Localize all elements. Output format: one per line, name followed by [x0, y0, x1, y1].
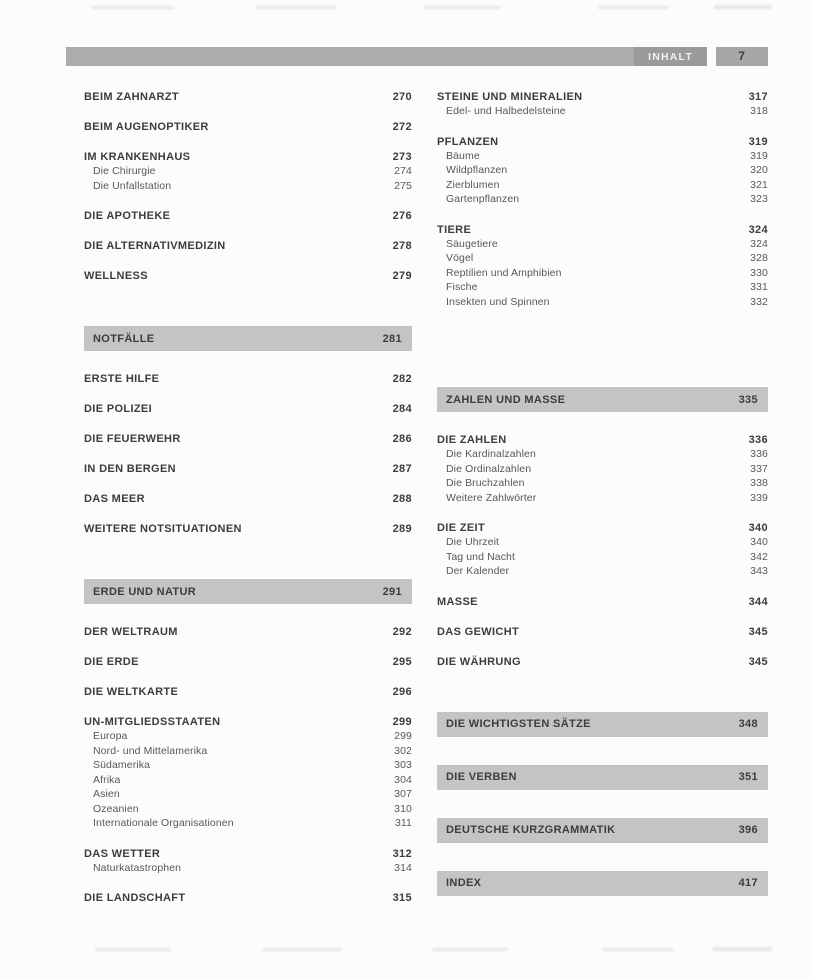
toc-main-row — [84, 432, 412, 446]
toc-main-row — [437, 521, 768, 535]
toc-sub-title: Insekten und Spinnen — [446, 295, 550, 308]
toc-sub-page-number: 339 — [750, 491, 768, 504]
toc-entry — [84, 891, 412, 905]
toc-main-row — [84, 209, 412, 223]
toc-sub-row — [84, 729, 412, 744]
toc-entry-page-number: 315 — [392, 892, 412, 904]
toc-sub-page-number: 319 — [750, 149, 768, 162]
toc-main-row — [84, 462, 412, 476]
toc-entry — [437, 655, 768, 669]
section-title: NOTFÄLLE — [93, 332, 155, 345]
toc-content — [84, 90, 768, 921]
toc-sub-page-number: 310 — [394, 802, 412, 815]
toc-entry-title: BEIM AUGENOPTIKER — [84, 121, 209, 133]
section-bar — [84, 326, 412, 351]
section-bar — [437, 818, 768, 843]
toc-entry — [84, 239, 412, 253]
toc-sub-page-number: 302 — [394, 744, 412, 757]
scan-artifact — [256, 6, 336, 9]
toc-entry — [84, 150, 412, 193]
toc-sub-row — [437, 163, 768, 178]
toc-sub-title: Gartenpflanzen — [446, 193, 520, 205]
toc-sub-row — [84, 802, 412, 817]
section-bar — [437, 765, 768, 790]
toc-main-row — [84, 239, 412, 253]
section-title: DEUTSCHE KURZGRAMMATIK — [446, 824, 616, 836]
toc-entry-title: STEINE UND MINERALIEN — [437, 91, 583, 103]
section-page-number: 417 — [738, 877, 758, 889]
toc-entry-page-number: 288 — [392, 493, 412, 505]
toc-sub-title: Edel- und Halbedelsteine — [446, 105, 566, 117]
page-number-box — [716, 47, 768, 66]
toc-entry-page-number: 276 — [392, 210, 412, 222]
toc-entry-title: DIE FEUERWEHR — [84, 433, 181, 445]
toc-sub-page-number: 343 — [750, 565, 768, 577]
scan-artifact — [262, 948, 342, 951]
toc-sub-page-number: 338 — [750, 477, 768, 489]
toc-entry — [437, 625, 768, 639]
toc-sub-row — [437, 447, 768, 462]
toc-sub-row — [437, 104, 768, 119]
page-number: 7 — [738, 50, 746, 63]
toc-entry — [84, 625, 412, 639]
toc-sub-page-number: 314 — [394, 861, 412, 874]
toc-sub-title: Tag und Nacht — [446, 550, 516, 563]
toc-entry-title: DIE ZEIT — [437, 522, 486, 534]
toc-sub-page-number: 336 — [750, 448, 768, 460]
toc-entry-page-number: 344 — [748, 595, 768, 608]
toc-entry-title: DAS GEWICHT — [437, 625, 520, 638]
toc-sub-page-number: 311 — [394, 817, 412, 829]
toc-main-row — [437, 433, 768, 447]
toc-entry-page-number: 292 — [392, 626, 412, 638]
toc-sub-row — [84, 164, 412, 179]
toc-main-row — [84, 492, 412, 506]
toc-entry — [437, 433, 768, 505]
toc-main-row — [437, 90, 768, 104]
toc-entry-title: DAS MEER — [84, 493, 145, 505]
toc-sub-page-number: 274 — [394, 165, 412, 177]
toc-sub-row — [437, 535, 768, 550]
section-title: ZAHLEN UND MASSE — [446, 393, 566, 406]
toc-entry-title: PFLANZEN — [437, 135, 499, 148]
toc-main-row — [437, 223, 768, 237]
toc-sub-title: Internationale Organisationen — [93, 817, 234, 829]
toc-entry-page-number: 289 — [392, 523, 412, 535]
section-page-number: 348 — [738, 718, 758, 730]
toc-sub-row — [84, 179, 412, 194]
toc-main-row — [84, 625, 412, 639]
toc-entry-page-number: 336 — [748, 434, 768, 446]
toc-entry-page-number: 279 — [392, 270, 412, 282]
toc-entry — [84, 685, 412, 699]
toc-entry-title: DIE ERDE — [84, 656, 139, 668]
toc-main-row — [84, 120, 412, 134]
toc-sub-page-number: 332 — [750, 295, 768, 308]
toc-entry-title: DAS WETTER — [84, 847, 161, 860]
toc-entry-title: DIE LANDSCHAFT — [84, 892, 186, 904]
toc-entry — [437, 223, 768, 310]
toc-entry — [437, 595, 768, 609]
toc-sub-title: Naturkatastrophen — [93, 861, 182, 874]
toc-sub-title: Die Kardinalzahlen — [446, 448, 536, 460]
toc-sub-page-number: 330 — [750, 266, 768, 279]
toc-sub-page-number: 303 — [394, 759, 412, 771]
page-header — [66, 47, 768, 66]
toc-sub-title: Reptilien und Amphibien — [446, 266, 562, 279]
toc-entry-page-number: 345 — [748, 655, 768, 668]
toc-main-row — [437, 595, 768, 609]
toc-main-row — [84, 685, 412, 699]
toc-sub-row — [84, 816, 412, 831]
toc-sub-page-number: 331 — [750, 281, 768, 293]
toc-sub-title: Nord- und Mittelamerika — [93, 744, 208, 757]
scan-artifact — [714, 5, 772, 9]
toc-sub-title: Weitere Zahlwörter — [446, 491, 537, 504]
toc-entry — [84, 209, 412, 223]
scan-artifact — [598, 6, 668, 9]
toc-entry-title: DIE POLIZEI — [84, 403, 153, 415]
scan-artifact — [92, 6, 174, 9]
scan-artifact — [432, 948, 508, 951]
toc-sub-row — [437, 237, 768, 252]
toc-entry-title: MASSE — [437, 595, 478, 608]
toc-sub-page-number: 321 — [750, 178, 768, 191]
toc-entry-page-number: 282 — [392, 373, 412, 385]
scan-artifact — [95, 948, 171, 951]
toc-sub-title: Asien — [93, 788, 120, 800]
toc-entry-title: DIE WELTKARTE — [84, 686, 179, 698]
toc-sub-title: Vögel — [446, 252, 474, 264]
toc-entry-page-number: 284 — [392, 403, 412, 415]
toc-entry — [84, 522, 412, 536]
toc-entry — [437, 90, 768, 119]
toc-main-row — [437, 625, 768, 639]
section-bar — [437, 387, 768, 412]
toc-entry — [84, 492, 412, 506]
toc-entry — [84, 655, 412, 669]
toc-sub-page-number: 328 — [750, 252, 768, 264]
toc-entry-page-number: 296 — [392, 686, 412, 698]
section-title: ERDE UND NATUR — [93, 585, 197, 598]
toc-main-row — [84, 150, 412, 164]
section-bar — [437, 712, 768, 737]
section-page-number: 291 — [382, 585, 402, 598]
toc-entry-title: IN DEN BERGEN — [84, 463, 176, 475]
header-title: INHALT — [634, 47, 707, 66]
header-bar — [66, 47, 707, 66]
toc-entry — [84, 847, 412, 876]
toc-entry-page-number: 278 — [392, 240, 412, 252]
toc-entry-page-number: 345 — [748, 625, 768, 638]
toc-column-left — [84, 90, 412, 921]
toc-entry-title: TIERE — [437, 223, 472, 236]
toc-entry-title: DIE WÄHRUNG — [437, 655, 521, 668]
toc-sub-row — [437, 149, 768, 164]
toc-entry-page-number: 272 — [392, 121, 412, 133]
section-bar — [84, 579, 412, 604]
toc-entry — [84, 269, 412, 283]
toc-column-right — [437, 90, 768, 921]
toc-sub-row — [437, 476, 768, 491]
section-title: DIE WICHTIGSTEN SÄTZE — [446, 718, 591, 730]
section-title: DIE VERBEN — [446, 771, 517, 783]
toc-main-row — [84, 372, 412, 386]
toc-entry-page-number: 340 — [748, 522, 768, 534]
toc-sub-title: Die Chirurgie — [93, 165, 156, 177]
section-page-number: 281 — [382, 332, 402, 345]
toc-entry-page-number: 299 — [392, 716, 412, 728]
toc-sub-page-number: 320 — [750, 164, 768, 176]
toc-sub-row — [437, 295, 768, 310]
toc-sub-row — [437, 491, 768, 506]
toc-main-row — [84, 847, 412, 861]
toc-sub-row — [84, 773, 412, 788]
toc-sub-page-number: 342 — [750, 550, 768, 563]
toc-entry-page-number: 295 — [392, 656, 412, 668]
toc-sub-page-number: 340 — [750, 536, 768, 548]
toc-sub-page-number: 323 — [750, 193, 768, 205]
section-page-number: 335 — [738, 393, 758, 406]
toc-sub-title: Säugetiere — [446, 237, 498, 250]
toc-entry — [437, 135, 768, 207]
scan-artifact — [602, 948, 674, 951]
toc-entry-title: DIE ZAHLEN — [437, 434, 507, 446]
toc-sub-page-number: 307 — [394, 788, 412, 800]
toc-entry — [84, 372, 412, 386]
toc-entry-title: UN-MITGLIEDSSTAATEN — [84, 716, 221, 728]
toc-entry-page-number: 273 — [392, 151, 412, 163]
toc-entry — [437, 521, 768, 579]
toc-entry-title: IM KRANKENHAUS — [84, 151, 191, 163]
toc-sub-title: Die Unfallstation — [93, 179, 172, 192]
toc-sub-title: Der Kalender — [446, 565, 510, 577]
toc-sub-row — [437, 280, 768, 295]
toc-sub-title: Die Ordinalzahlen — [446, 462, 532, 475]
toc-sub-row — [84, 758, 412, 773]
toc-sub-title: Wildpflanzen — [446, 164, 508, 176]
toc-main-row — [84, 522, 412, 536]
toc-entry-page-number: 324 — [748, 223, 768, 236]
toc-entry-title: ERSTE HILFE — [84, 373, 160, 385]
toc-entry — [84, 462, 412, 476]
toc-sub-row — [437, 564, 768, 579]
toc-main-row — [84, 269, 412, 283]
toc-entry-title: DIE APOTHEKE — [84, 210, 171, 222]
toc-main-row — [84, 891, 412, 905]
toc-sub-title: Ozeanien — [93, 802, 139, 815]
toc-sub-title: Zierblumen — [446, 178, 500, 191]
toc-entry — [84, 90, 412, 104]
toc-sub-page-number: 324 — [750, 237, 768, 250]
toc-sub-page-number: 304 — [394, 773, 412, 786]
toc-entry-page-number: 270 — [392, 91, 412, 103]
toc-main-row — [437, 655, 768, 669]
toc-main-row — [437, 135, 768, 149]
toc-sub-page-number: 299 — [394, 730, 412, 742]
toc-sub-row — [437, 266, 768, 281]
toc-entry-page-number: 319 — [748, 135, 768, 148]
toc-sub-title: Die Bruchzahlen — [446, 477, 525, 489]
toc-sub-title: Die Uhrzeit — [446, 536, 500, 548]
toc-main-row — [84, 402, 412, 416]
scan-artifact — [424, 6, 500, 9]
toc-sub-row — [437, 251, 768, 266]
toc-sub-page-number: 318 — [750, 105, 768, 117]
section-bar — [437, 871, 768, 896]
toc-entry — [84, 402, 412, 416]
toc-sub-title: Südamerika — [93, 759, 151, 771]
toc-sub-page-number: 275 — [394, 179, 412, 192]
toc-entry-page-number: 312 — [392, 847, 412, 860]
toc-sub-row — [84, 861, 412, 876]
toc-sub-page-number: 337 — [750, 462, 768, 475]
scan-artifact — [712, 947, 772, 951]
toc-entry-title: DER WELTRAUM — [84, 626, 178, 638]
toc-entry — [84, 715, 412, 831]
section-title: INDEX — [446, 877, 482, 889]
toc-main-row — [84, 90, 412, 104]
toc-sub-title: Fische — [446, 281, 478, 293]
toc-sub-title: Bäume — [446, 149, 480, 162]
toc-sub-title: Europa — [93, 730, 128, 742]
toc-sub-row — [437, 550, 768, 565]
toc-entry-title: WEITERE NOTSITUATIONEN — [84, 523, 242, 535]
toc-sub-row — [84, 744, 412, 759]
toc-entry-title: WELLNESS — [84, 270, 148, 282]
toc-entry-page-number: 317 — [748, 91, 768, 103]
toc-sub-row — [437, 462, 768, 477]
section-page-number: 396 — [738, 824, 758, 836]
toc-entry-title: BEIM ZAHNARZT — [84, 91, 179, 103]
toc-main-row — [84, 655, 412, 669]
section-page-number: 351 — [738, 771, 758, 783]
toc-entry — [84, 432, 412, 446]
toc-sub-row — [437, 192, 768, 207]
toc-entry-page-number: 287 — [392, 463, 412, 475]
toc-entry — [84, 120, 412, 134]
toc-main-row — [84, 715, 412, 729]
toc-entry-page-number: 286 — [392, 433, 412, 445]
toc-sub-row — [84, 787, 412, 802]
toc-sub-row — [437, 178, 768, 193]
toc-entry-title: DIE ALTERNATIVMEDIZIN — [84, 240, 226, 252]
toc-sub-title: Afrika — [93, 773, 121, 786]
